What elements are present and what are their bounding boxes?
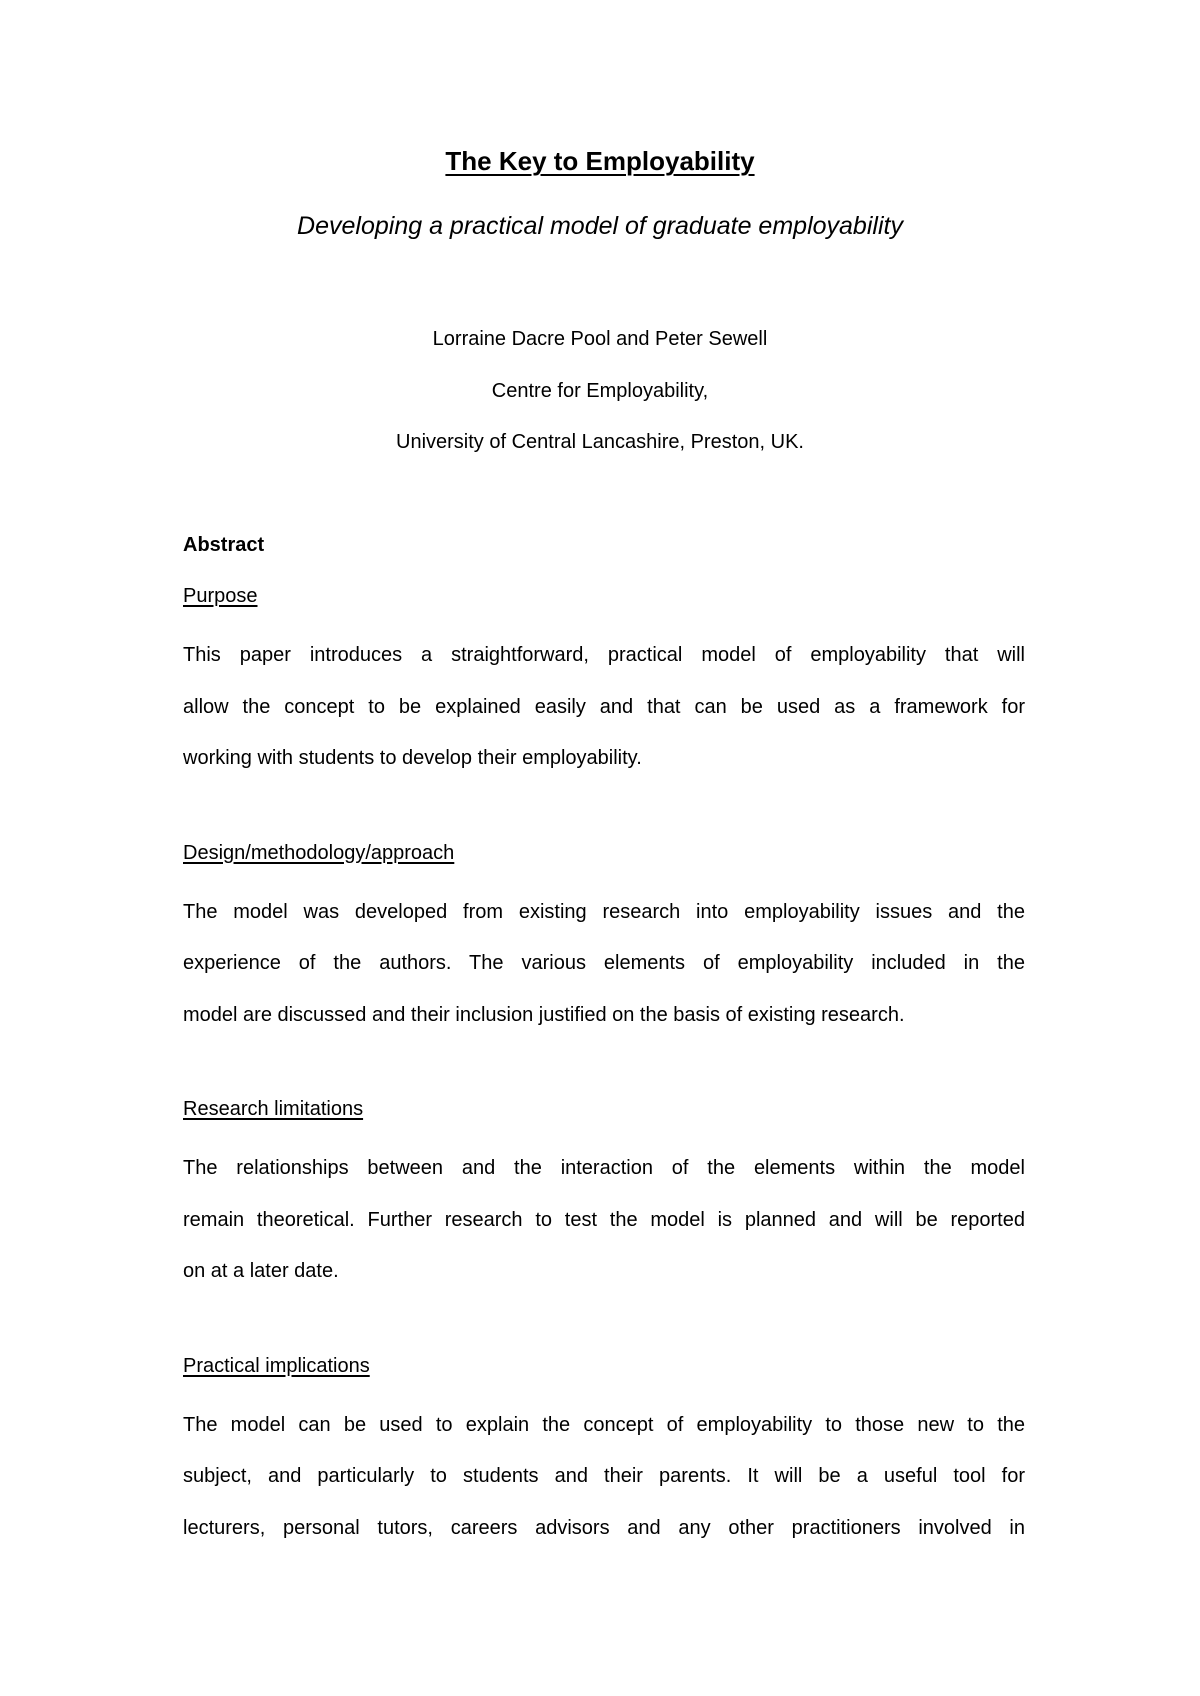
- text-line: The model was developed from existing research into employability issues and the: [183, 900, 1025, 923]
- text-line: model are discussed and their inclusion justified on the basis of existing research.: [183, 1003, 905, 1026]
- section-text: [183, 887, 1025, 1042]
- affiliation-centre: Centre for Employability,: [491, 380, 709, 402]
- section-design-methodology: [183, 836, 1025, 1042]
- section-purpose: [183, 579, 1025, 785]
- section-text: [183, 1400, 1025, 1555]
- text-line: This paper introduces a straightforward, practical model of employability that will: [183, 644, 1025, 666]
- abstract-heading: Abstract: [183, 534, 265, 556]
- section-heading: Purpose: [183, 585, 258, 607]
- section-heading: Practical implications: [183, 1354, 370, 1377]
- section-research-limitations: [183, 1092, 1025, 1298]
- section-heading: Design/methodology/approach: [183, 841, 455, 864]
- abstract-body: [183, 528, 1025, 1605]
- section-text: [183, 1143, 1025, 1298]
- text-line: subject, and particularly to students and their parents. It will be a useful tool for: [183, 1465, 1025, 1487]
- text-line: working with students to develop their employability.: [183, 747, 642, 769]
- text-line: on at a later date.: [183, 1260, 339, 1282]
- text-line: The model can be used to explain the concept of employability to those new to the: [183, 1413, 1025, 1436]
- text-line: remain theoretical. Further research to test the model is planned and will be reported: [183, 1208, 1025, 1231]
- text-line: allow the concept to be explained easily and that can be used as a framework for: [183, 695, 1025, 718]
- paper-title: The Key to Employability: [445, 146, 755, 176]
- text-line: experience of the authors. The various elements of employability included in the: [183, 952, 1025, 974]
- section-practical-implications: [183, 1349, 1025, 1555]
- text-line: The relationships between and the interaction of the elements within the model: [183, 1157, 1025, 1179]
- paper-subtitle: Developing a practical model of graduate employability: [297, 212, 903, 240]
- section-text: [183, 630, 1025, 785]
- affiliation-university: University of Central Lancashire, Preston, UK.: [396, 431, 804, 453]
- text-line: lecturers, personal tutors, careers advisors and any other practitioners involved in: [183, 1516, 1025, 1539]
- section-heading: Research limitations: [183, 1098, 364, 1120]
- authors: Lorraine Dacre Pool and Peter Sewell: [432, 328, 768, 350]
